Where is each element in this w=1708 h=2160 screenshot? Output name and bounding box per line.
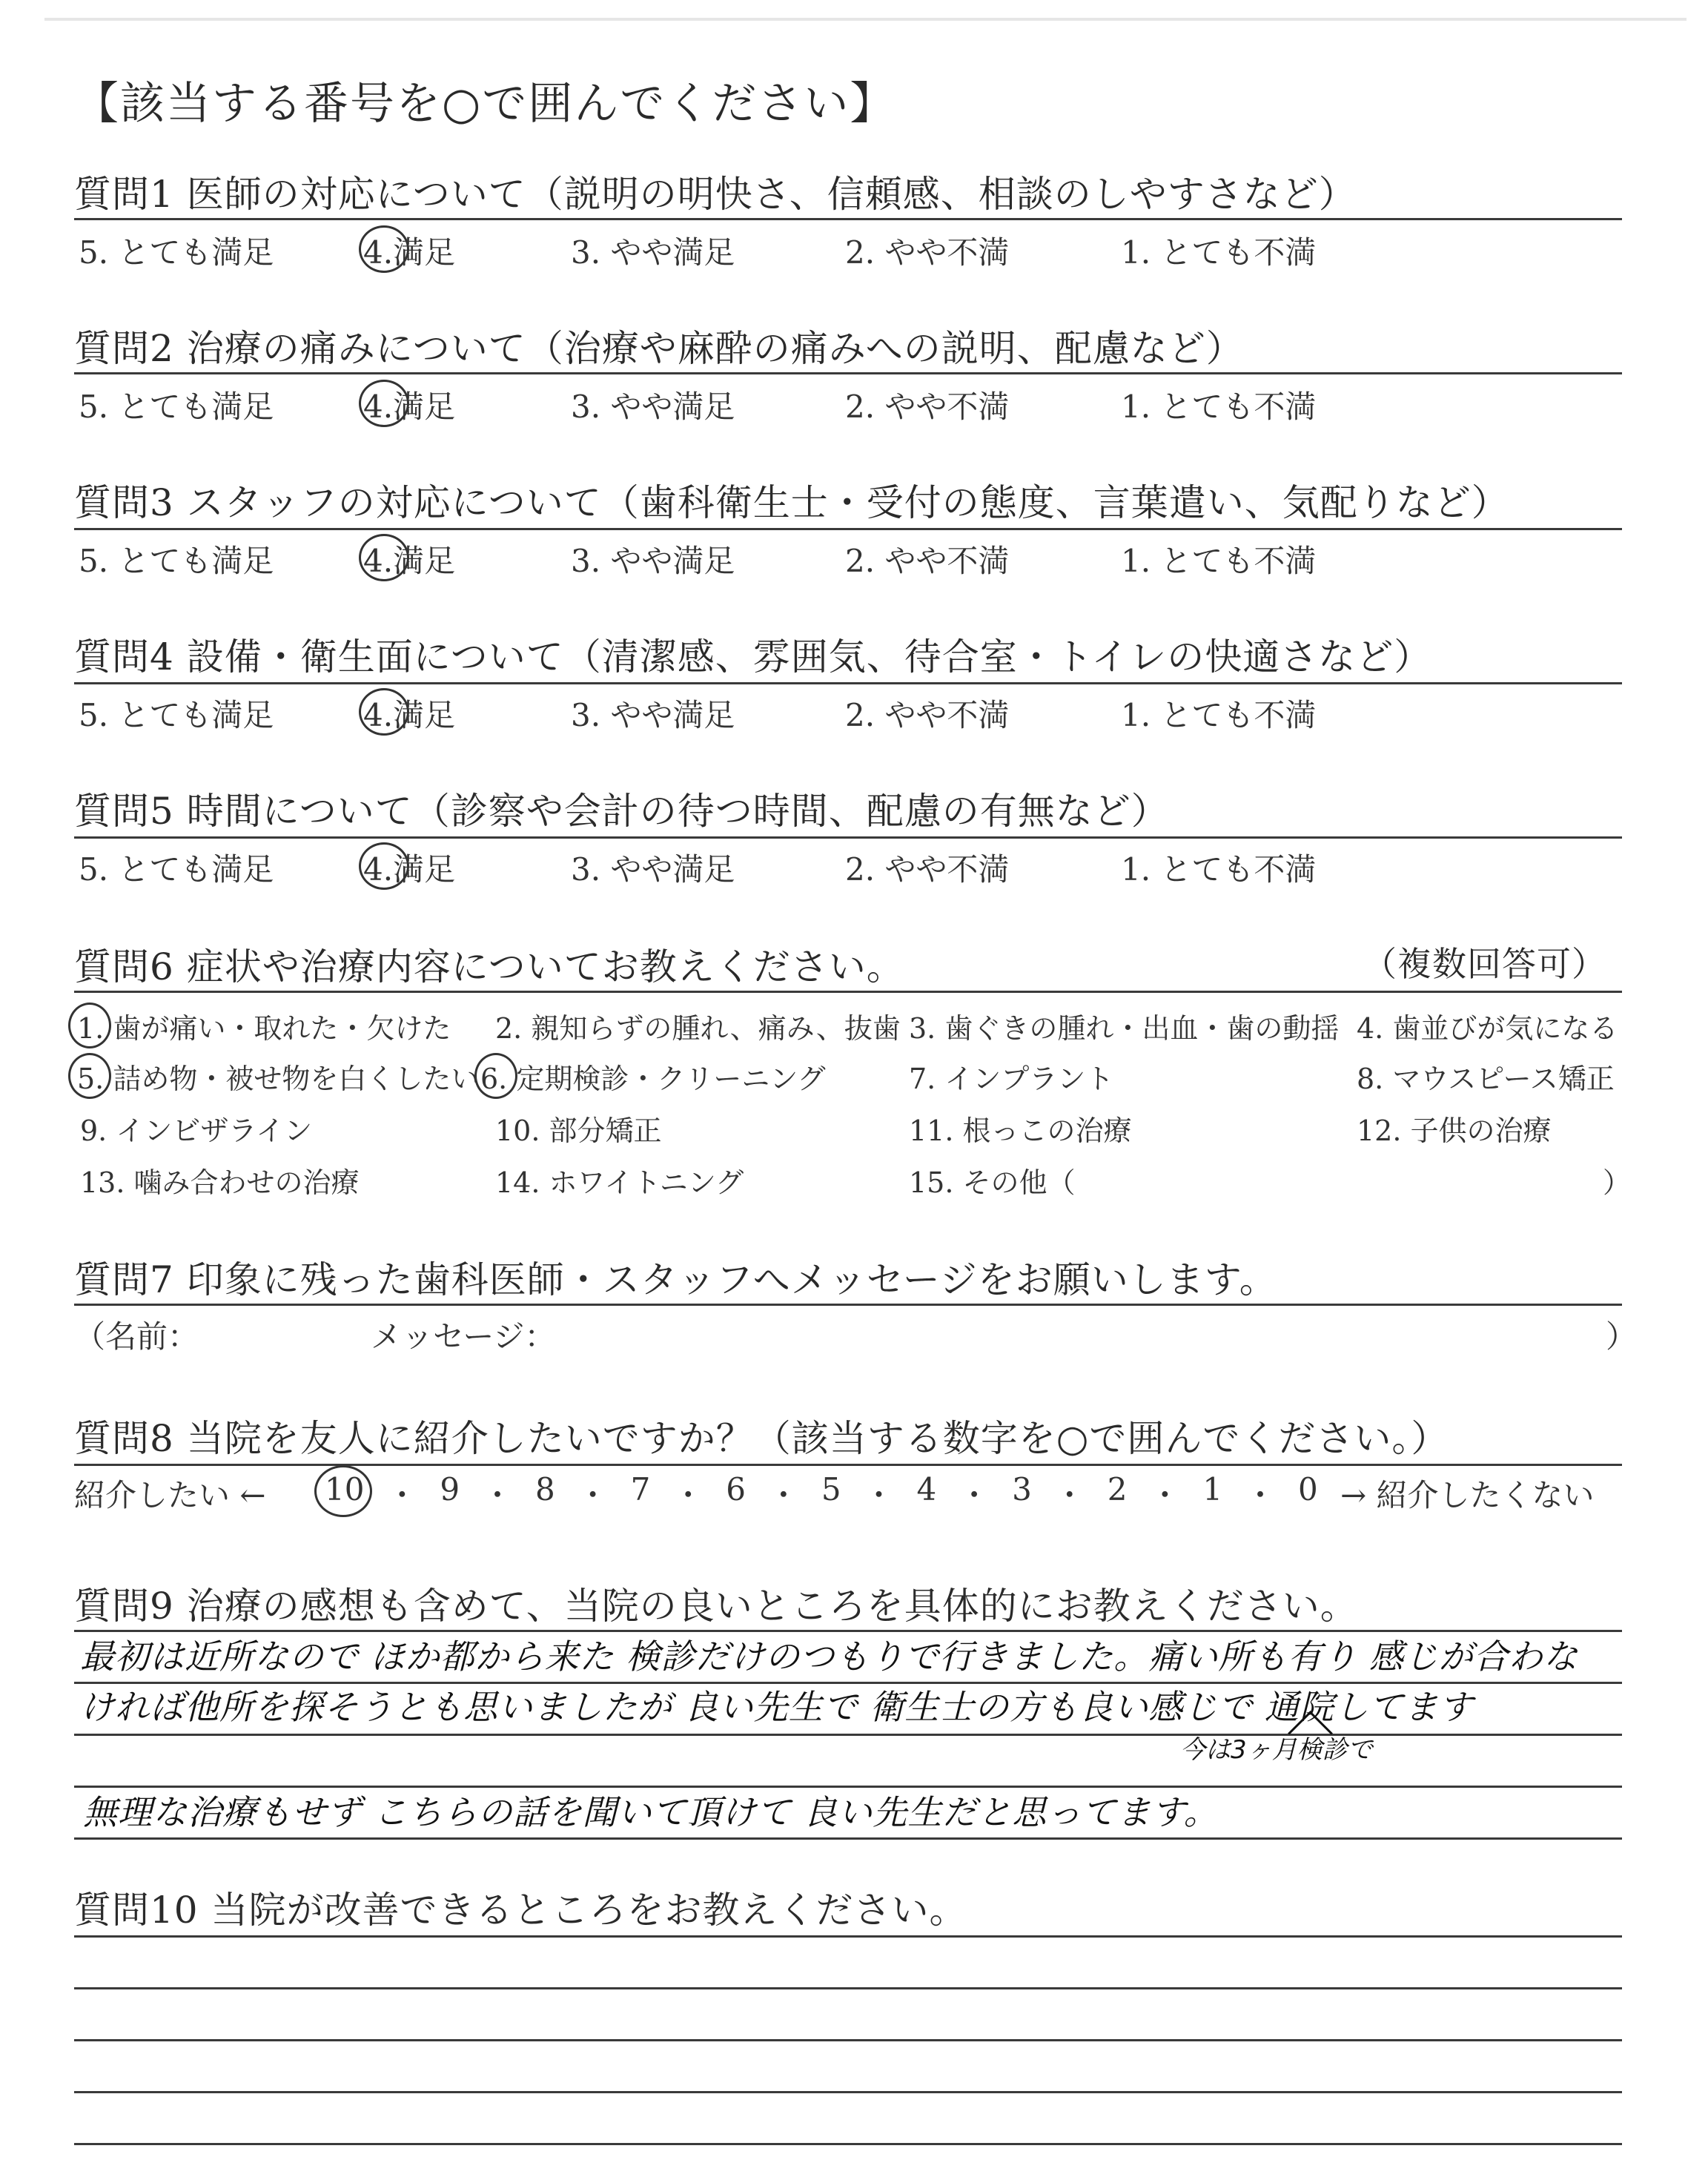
q6-option-5[interactable]: 5. 詰め物・被せ物を白くしたい: [77, 1063, 480, 1095]
q6-option-4[interactable]: 4. 歯並びが気になる: [1357, 1012, 1618, 1045]
q8-value-0[interactable]: 0: [1297, 1471, 1318, 1507]
question-6-note: （複数回答可）: [1363, 944, 1606, 984]
question-1-rule: [74, 218, 1622, 220]
q2-option-2[interactable]: 2. やや不満: [845, 389, 1010, 425]
q2-option-3[interactable]: 3. やや満足: [571, 389, 735, 425]
q9-answer-insert: 今は3ヶ月検診で: [1180, 1735, 1373, 1765]
q8-value-10[interactable]: 10: [325, 1471, 365, 1507]
q5-selected-circle: [359, 842, 409, 890]
q6-option-2[interactable]: 2. 親知らずの腫れ、痛み、抜歯: [495, 1012, 901, 1045]
q1-selected-circle: [359, 225, 409, 273]
q8-value-6[interactable]: 6: [726, 1471, 746, 1507]
question-9-title: 質問9 治療の感想も含めて、当院の良いところを具体的にお教えください。: [74, 1585, 1358, 1628]
q1-option-2[interactable]: 2. やや不満: [845, 234, 1010, 271]
q9-line-3: [74, 1734, 1622, 1736]
q10-line-3: [74, 2039, 1622, 2041]
q9-line-5: [74, 1837, 1622, 1840]
q3-option-4[interactable]: 4.満足: [363, 543, 456, 579]
question-7-rule: [74, 1304, 1622, 1306]
q3-option-1[interactable]: 1. とても不満: [1121, 543, 1317, 579]
q5-option-1[interactable]: 1. とても不満: [1121, 851, 1317, 888]
q4-option-1[interactable]: 1. とても不満: [1121, 697, 1317, 733]
q8-value-5[interactable]: 5: [821, 1471, 841, 1507]
q8-value-8[interactable]: 8: [534, 1471, 555, 1507]
q6-option-8[interactable]: 8. マウスピース矯正: [1357, 1063, 1615, 1095]
q8-right-label: → 紹介したくない: [1340, 1477, 1595, 1513]
question-6-rule: [74, 991, 1622, 993]
q8-selected-circle: [314, 1465, 372, 1517]
question-4-title: 質問4 設備・衛生面について（清潔感、雰囲気、待合室・トイレの快適さなど）: [74, 635, 1432, 678]
q6-option-15[interactable]: 15. その他（: [909, 1166, 1076, 1199]
question-8-title: 質問8 当院を友人に紹介したいですか？（該当する数字を○で囲んでください。）: [74, 1417, 1449, 1460]
q8-scale: [325, 1471, 1318, 1516]
q4-selected-circle: [359, 688, 409, 736]
q6-option-3[interactable]: 3. 歯ぐきの腫れ・出血・歯の動揺: [909, 1012, 1340, 1045]
question-2-title: 質問2 治療の痛みについて（治療や麻酔の痛みへの説明、配慮など）: [74, 327, 1244, 370]
q6-option-6[interactable]: 6. 定期検診・クリーニング: [480, 1063, 826, 1095]
q8-left-label: 紹介したい ←: [74, 1477, 266, 1513]
q9-answer-line-2: ければ他所を探そうとも思いましたが 良い先生で 衛生士の方も良い感じで 通院してます: [80, 1687, 1474, 1727]
page-instruction: 【該当する番号を○で囲んでください】: [74, 78, 896, 130]
question-1-title: 質問1 医師の対応について（説明の明快さ、信頼感、相談のしやすさなど）: [74, 173, 1357, 216]
q6-selected-circle-5: [68, 1053, 111, 1099]
q6-selected-circle-6: [474, 1053, 517, 1099]
q1-option-5[interactable]: 5. とても満足: [79, 234, 274, 271]
q5-option-5[interactable]: 5. とても満足: [79, 851, 274, 888]
q5-option-3[interactable]: 3. やや満足: [571, 851, 735, 888]
q9-answer-line-1: 最初は近所なので ほか都から来た 検診だけのつもりで行きました。痛い所も有り 感じが合わな: [80, 1636, 1578, 1677]
question-8-rule: [74, 1464, 1622, 1466]
q8-separator: ・: [577, 1477, 609, 1513]
q6-option-9[interactable]: 9. インビザライン: [80, 1114, 313, 1147]
q8-separator: ・: [482, 1477, 514, 1513]
question-7-title: 質問7 印象に残った歯科医師・スタッフへメッセージをお願いします。: [74, 1258, 1277, 1301]
q6-option-13[interactable]: 13. 噛み合わせの治療: [80, 1166, 360, 1199]
q8-value-4[interactable]: 4: [916, 1471, 937, 1507]
q6-option-14[interactable]: 14. ホワイトニング: [495, 1166, 744, 1199]
q4-option-5[interactable]: 5. とても満足: [79, 697, 274, 733]
question-3-rule: [74, 528, 1622, 530]
q6-option-7[interactable]: 7. インプラント: [909, 1063, 1114, 1095]
q7-name-label: （名前：: [74, 1318, 199, 1355]
q1-option-4[interactable]: 4.満足: [363, 234, 456, 271]
question-6-title: 質問6 症状や治療内容についてお教えください。: [74, 945, 904, 988]
q8-value-7[interactable]: 7: [630, 1471, 651, 1507]
q6-option-12[interactable]: 12. 子供の治療: [1357, 1114, 1552, 1147]
q8-separator: ・: [959, 1477, 990, 1513]
q10-line-1: [74, 1935, 1622, 1938]
q10-line-2: [74, 1987, 1622, 1989]
q7-message-label: メッセージ：: [371, 1318, 556, 1355]
q8-separator: ・: [1053, 1477, 1085, 1513]
q4-option-3[interactable]: 3. やや満足: [571, 697, 735, 733]
q8-value-2[interactable]: 2: [1107, 1471, 1128, 1507]
q2-option-4[interactable]: 4.満足: [363, 389, 456, 425]
q2-option-1[interactable]: 1. とても不満: [1121, 389, 1317, 425]
q6-option-1[interactable]: 1. 歯が痛い・取れた・欠けた: [77, 1012, 451, 1045]
q8-separator: ・: [767, 1477, 799, 1513]
q8-separator: ・: [863, 1477, 895, 1513]
q8-value-3[interactable]: 3: [1012, 1471, 1032, 1507]
question-5-title: 質問5 時間について（診察や会計の待つ時間、配慮の有無など）: [74, 790, 1169, 833]
question-2-rule: [74, 372, 1622, 374]
top-border: [44, 18, 1687, 21]
question-10-title: 質問10 当院が改善できるところをお教えください。: [74, 1889, 967, 1932]
q1-option-1[interactable]: 1. とても不満: [1121, 234, 1317, 271]
q5-option-4[interactable]: 4.満足: [363, 851, 456, 888]
q8-value-1[interactable]: 1: [1202, 1471, 1223, 1507]
question-3-title: 質問3 スタッフの対応について（歯科衛生士・受付の態度、言葉遣い、気配りなど）: [74, 481, 1509, 524]
q1-option-3[interactable]: 3. やや満足: [571, 234, 735, 271]
q8-separator: ・: [386, 1477, 418, 1513]
q10-line-4: [74, 2091, 1622, 2093]
q9-answer-line-3: 無理な治療もせず こちらの話を聞いて頂けて 良い先生だと思ってます。: [83, 1792, 1219, 1832]
q6-option-15-close: ）: [1603, 1166, 1632, 1199]
q3-option-2[interactable]: 2. やや不満: [845, 543, 1010, 579]
q6-selected-circle-1: [68, 1003, 111, 1048]
q2-selected-circle: [359, 380, 409, 427]
q5-option-2[interactable]: 2. やや不満: [845, 851, 1010, 888]
q3-selected-circle: [359, 534, 409, 581]
q4-option-4[interactable]: 4.満足: [363, 697, 456, 733]
question-5-rule: [74, 836, 1622, 839]
q4-option-2[interactable]: 2. やや不満: [845, 697, 1010, 733]
q3-option-3[interactable]: 3. やや満足: [571, 543, 735, 579]
q6-option-10[interactable]: 10. 部分矯正: [495, 1114, 662, 1147]
q8-separator: ・: [672, 1477, 704, 1513]
q7-close-paren: ）: [1606, 1318, 1638, 1355]
q10-line-5: [74, 2143, 1622, 2145]
q2-option-5[interactable]: 5. とても満足: [79, 389, 274, 425]
q8-value-9[interactable]: 9: [440, 1471, 460, 1507]
q8-separator: ・: [1245, 1477, 1277, 1513]
q3-option-5[interactable]: 5. とても満足: [79, 543, 274, 579]
q6-option-11[interactable]: 11. 根っこの治療: [909, 1114, 1132, 1147]
question-4-rule: [74, 682, 1622, 684]
q8-separator: ・: [1149, 1477, 1181, 1513]
